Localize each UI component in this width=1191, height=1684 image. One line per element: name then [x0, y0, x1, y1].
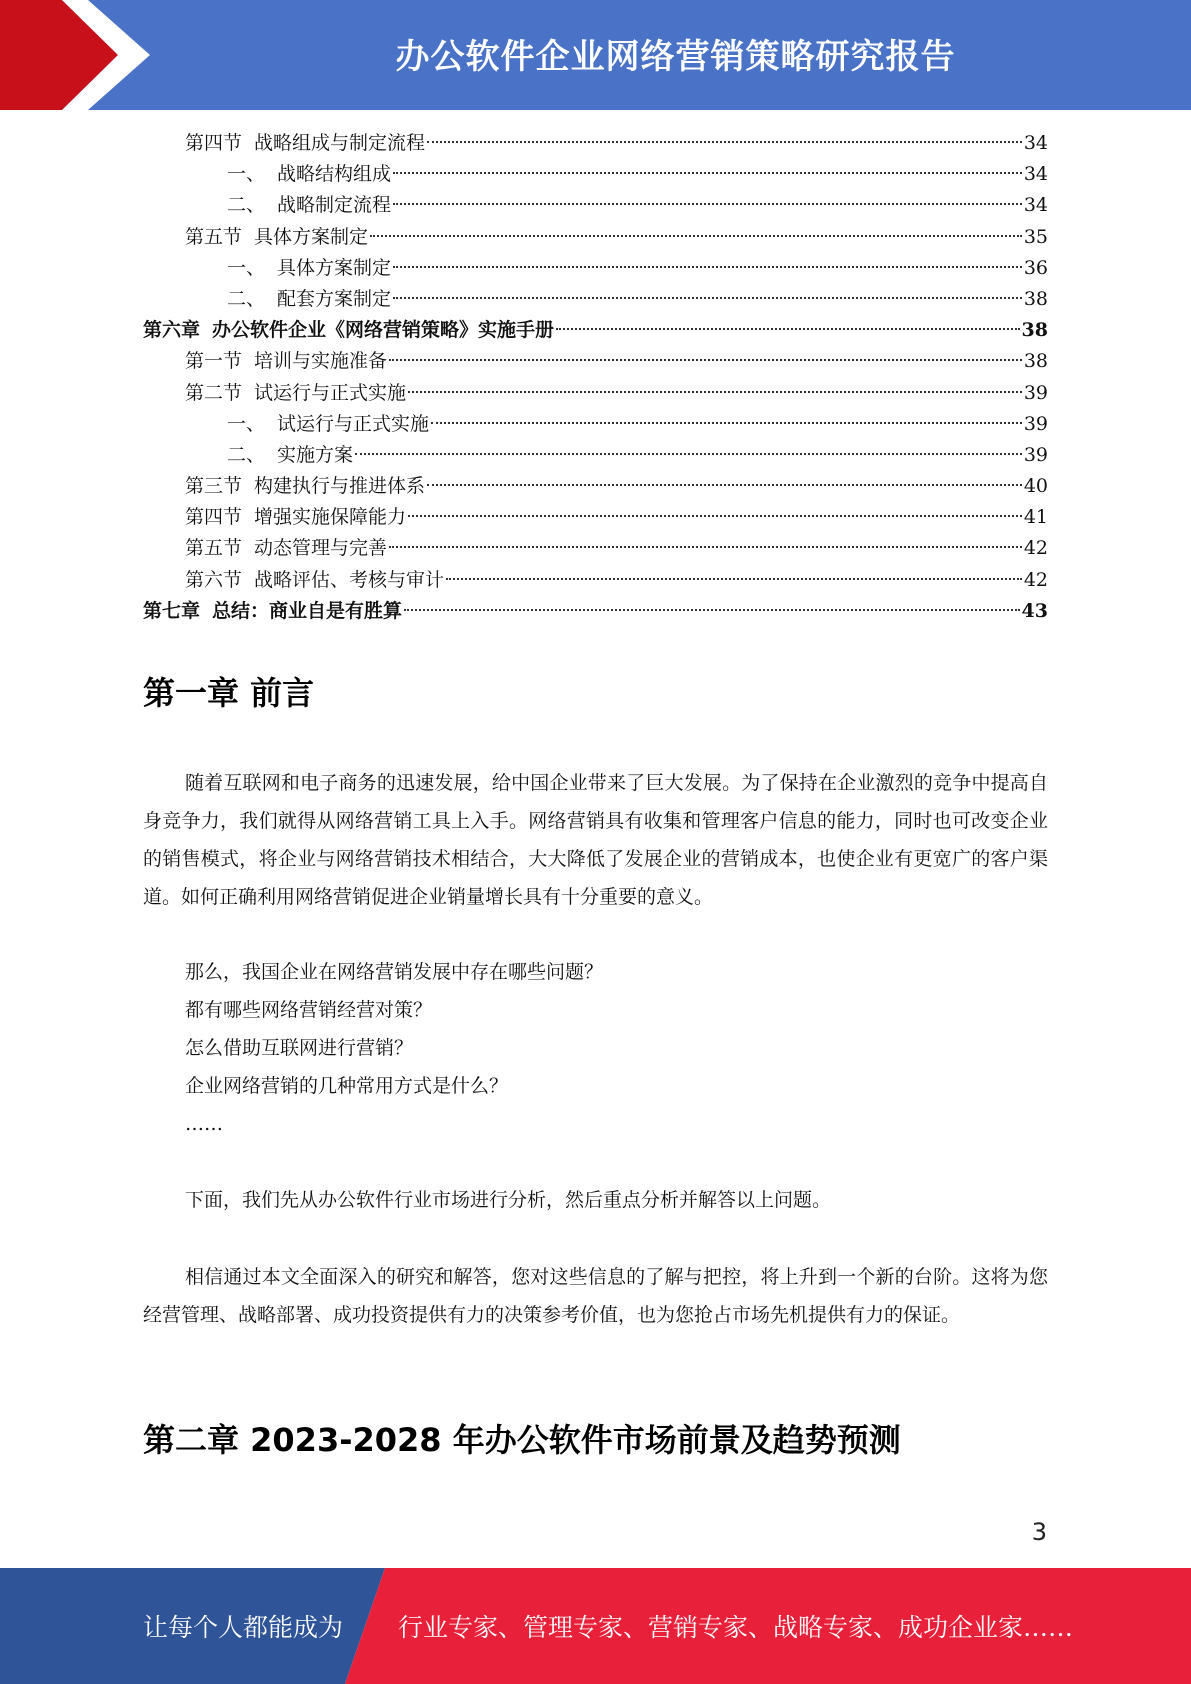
question-item: 企业网络营销的几种常用方式是什么？ — [185, 1075, 509, 1097]
toc-entry-label: 二、 — [227, 194, 266, 217]
toc-entry-text: 增强实施保障能力 — [254, 506, 407, 529]
question-list — [185, 953, 1045, 1143]
toc-entry-page: 34 — [1023, 132, 1048, 154]
toc-entry[interactable] — [143, 409, 1048, 440]
toc-leader-dots — [393, 172, 1022, 174]
toc-leader-dots — [393, 266, 1022, 268]
toc-entry-text: 战略组成与制定流程 — [254, 132, 426, 154]
toc-entry-page: 42 — [1023, 568, 1048, 591]
toc-entry[interactable] — [143, 346, 1048, 377]
page-header — [0, 0, 1191, 110]
toc-entry-label: 第七章 — [143, 599, 201, 622]
toc-leader-dots — [404, 609, 1020, 611]
toc-entry-text: 办公软件企业《网络营销策略》实施手册 — [212, 319, 555, 342]
toc-entry[interactable] — [143, 190, 1048, 221]
toc-entry-page: 43 — [1021, 599, 1048, 622]
toc-entry[interactable] — [143, 471, 1048, 502]
toc-leader-dots — [427, 484, 1022, 486]
toc-entry[interactable] — [143, 315, 1048, 346]
chapter-1-paragraph-2: 下面，我们先从办公软件行业市场进行分析，然后重点分析并解答以上问题。 — [185, 1189, 832, 1211]
table-of-contents — [143, 128, 1048, 627]
toc-entry-label: 第六章 — [143, 319, 201, 342]
toc-leader-dots — [408, 515, 1022, 517]
question-item: 那么，我国企业在网络营销发展中存在哪些问题？ — [185, 961, 604, 983]
toc-leader-dots — [355, 453, 1022, 455]
toc-entry-page: 38 — [1023, 350, 1048, 373]
toc-leader-dots — [446, 578, 1022, 580]
toc-entry-text: 构建执行与推进体系 — [254, 475, 426, 498]
toc-entry-label: 第二节 — [185, 381, 243, 404]
toc-entry-label: 二、 — [227, 287, 266, 310]
toc-entry-label: 一、 — [227, 256, 266, 279]
toc-entry-text: 具体方案制定 — [277, 256, 392, 279]
footer-slogan-right: 行业专家、管理专家、营销专家、战略专家、成功企业家…… — [398, 1613, 1074, 1642]
toc-entry-page: 39 — [1023, 443, 1048, 466]
question-item: 怎么借助互联网进行营销？ — [185, 1037, 414, 1059]
toc-entry-label: 第六节 — [185, 568, 243, 591]
toc-leader-dots — [393, 297, 1022, 299]
toc-entry[interactable] — [143, 284, 1048, 315]
toc-entry[interactable] — [143, 565, 1048, 596]
toc-entry-label: 第四节 — [185, 132, 243, 154]
toc-entry-label: 二、 — [227, 443, 266, 466]
toc-entry[interactable] — [143, 253, 1048, 284]
toc-entry-label: 第三节 — [185, 475, 243, 498]
toc-entry-text: 试运行与正式实施 — [277, 412, 430, 435]
toc-entry-label: 一、 — [227, 163, 266, 186]
toc-entry-page: 39 — [1023, 412, 1048, 435]
toc-entry-page: 35 — [1023, 225, 1048, 248]
toc-entry[interactable] — [143, 128, 1048, 159]
toc-entry-page: 36 — [1023, 256, 1048, 279]
footer-slogan-left: 让每个人都能成为 — [143, 1613, 344, 1642]
toc-entry-page: 39 — [1023, 381, 1048, 404]
toc-entry[interactable] — [143, 533, 1048, 564]
toc-leader-dots — [389, 359, 1022, 361]
header-title: 办公软件企业网络营销策略研究报告 — [395, 36, 956, 77]
toc-entry[interactable] — [143, 596, 1048, 627]
toc-entry[interactable] — [143, 159, 1048, 190]
toc-entry-text: 总结：商业自是有胜算 — [212, 599, 403, 622]
toc-entry-text: 战略评估、考核与审计 — [254, 568, 445, 591]
question-item: …… — [185, 1113, 223, 1135]
toc-leader-dots — [408, 391, 1022, 393]
toc-entry[interactable] — [143, 440, 1048, 471]
toc-entry-text: 试运行与正式实施 — [254, 381, 407, 404]
toc-entry-label: 一、 — [227, 412, 266, 435]
toc-entry-text: 战略制定流程 — [277, 194, 392, 217]
toc-entry[interactable] — [143, 222, 1048, 253]
toc-entry-page: 34 — [1023, 163, 1048, 186]
toc-entry-text: 动态管理与完善 — [254, 537, 388, 560]
toc-leader-dots — [431, 422, 1022, 424]
toc-entry-label: 第五节 — [185, 225, 243, 248]
chapter-1-paragraph-1: 随着互联网和电子商务的迅速发展，给中国企业带来了巨大发展。为了保持在企业激烈的竞争中提高自身竞争力，我们就得从网络营销工具上入手。网络营销具有收集和管理客户信息的能力，同时也可改变企业的销售模式，将企业与网络营销技术相结合，大大降低了发展企业的营销成本，也使企业有更宽广的客户渠道。如何正确利用网络营销促进企业销量增长具有十分重要的意义。 — [143, 772, 1048, 908]
toc-entry-text: 配套方案制定 — [277, 287, 392, 310]
page-footer — [0, 1568, 1191, 1684]
toc-entry-label: 第五节 — [185, 537, 243, 560]
toc-entry-page: 34 — [1023, 194, 1048, 217]
toc-entry-page: 41 — [1023, 506, 1048, 529]
question-item: 都有哪些网络营销经营对策？ — [185, 999, 433, 1021]
toc-entry-page: 38 — [1023, 287, 1048, 310]
toc-entry-page: 40 — [1023, 475, 1048, 498]
toc-entry-label: 第一节 — [185, 350, 243, 373]
chapter-2-heading: 第二章 2023-2028 年办公软件市场前景及趋势预测 — [143, 1421, 901, 1459]
toc-leader-dots — [393, 203, 1022, 205]
toc-entry-text: 实施方案 — [277, 443, 354, 466]
toc-leader-dots — [370, 235, 1022, 237]
toc-leader-dots — [556, 328, 1020, 330]
toc-entry-page: 38 — [1021, 319, 1048, 342]
chapter-1-heading: 第一章 前言 — [143, 674, 315, 712]
toc-entry-text: 具体方案制定 — [254, 225, 369, 248]
toc-entry-text: 战略结构组成 — [277, 163, 392, 186]
toc-entry[interactable] — [143, 502, 1048, 533]
toc-leader-dots — [427, 141, 1022, 143]
toc-entry[interactable] — [143, 378, 1048, 409]
toc-entry-page: 42 — [1023, 537, 1048, 560]
page-number: 3 — [1031, 1518, 1047, 1546]
header-red-arrow — [0, 0, 150, 110]
toc-entry-label: 第四节 — [185, 506, 243, 529]
toc-entry-text: 培训与实施准备 — [254, 350, 388, 373]
chapter-1-paragraph-3: 相信通过本文全面深入的研究和解答，您对这些信息的了解与把控，将上升到一个新的台阶。这将为您经营管理、战略部署、成功投资提供有力的决策参考价值，也为您抢占市场先机提供有力的保证。 — [143, 1266, 1048, 1326]
toc-leader-dots — [389, 546, 1022, 548]
